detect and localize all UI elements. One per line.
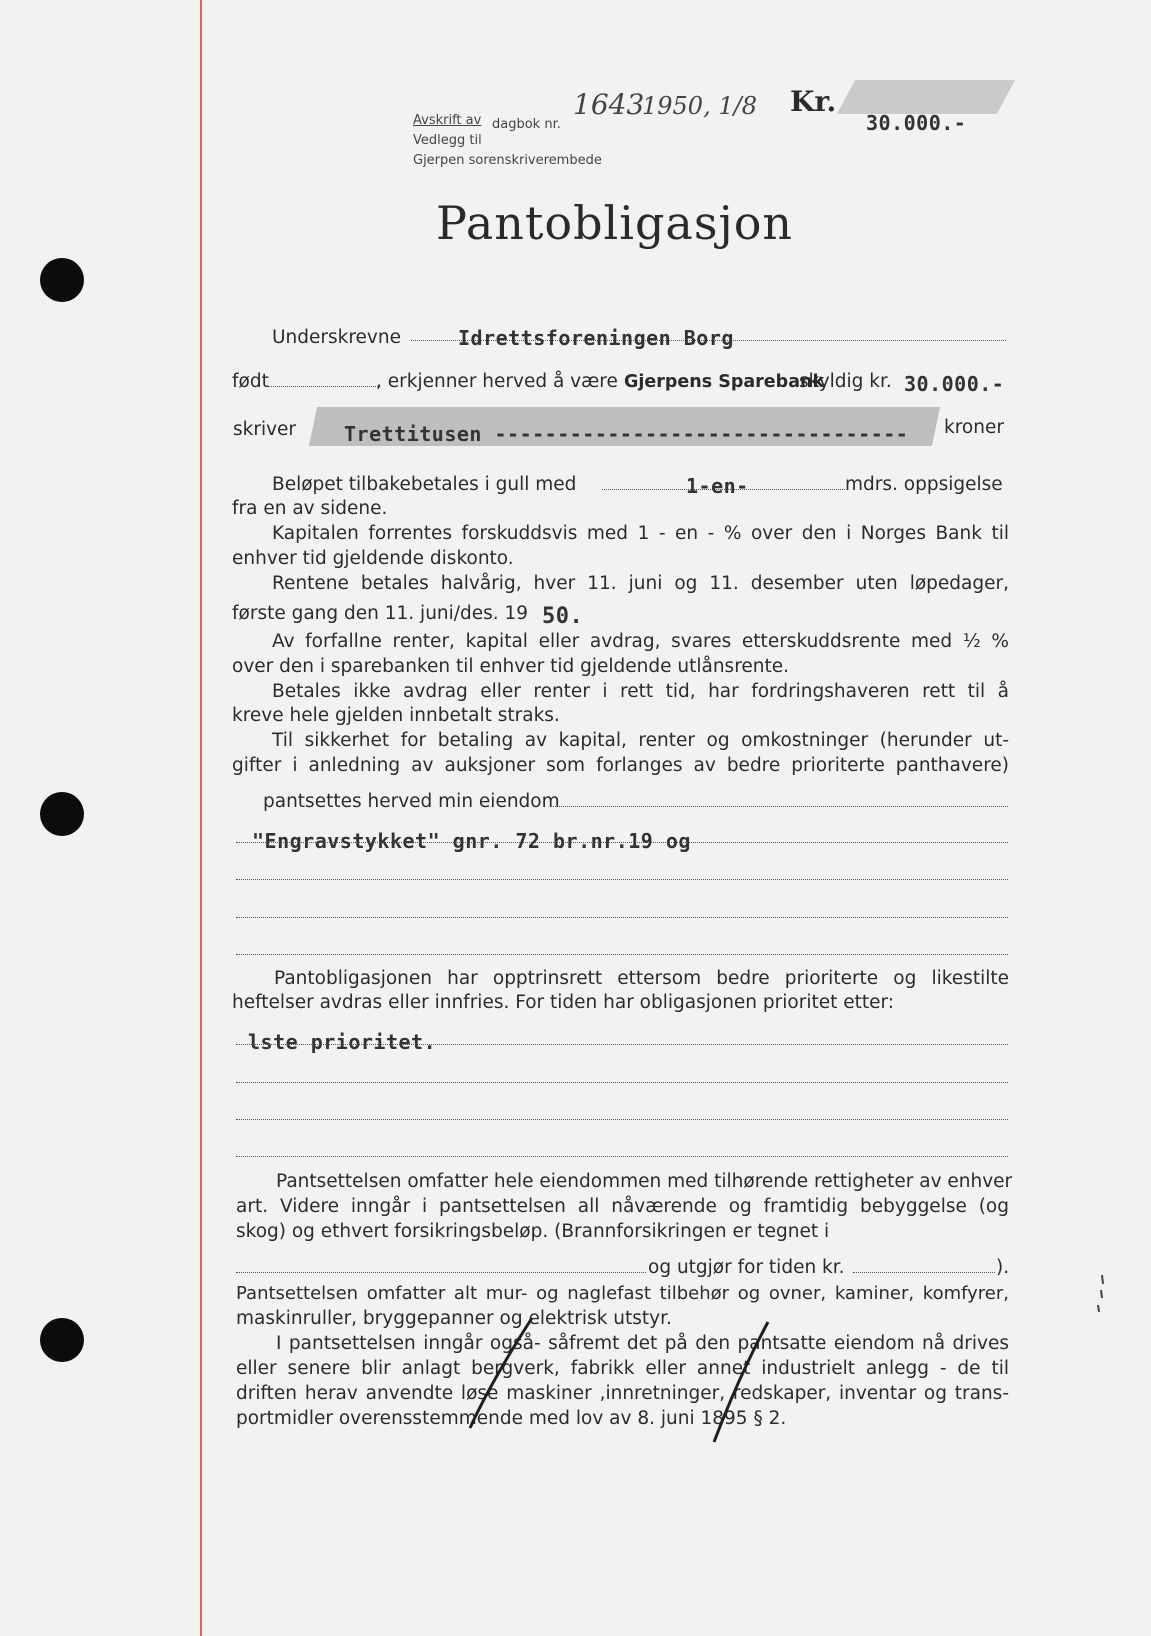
p2-line1: Kapitalen forrentes forskuddsvis med 1 - en - % over den i Norges Bank til [272, 523, 1009, 544]
header-amount: 30.000.- [866, 111, 967, 135]
p6-line2: gifter i anledning av auksjoner som forlanges av bedre prioriterte panthavere) [232, 755, 1009, 776]
p9-line2: maskinruller, bryggepanner og elektrisk utstyr. [236, 1308, 672, 1329]
skriver-label: skriver [233, 419, 297, 440]
p10-line4: portmidler overensstemmende med lov av 8. juni 1895 § 2. [236, 1408, 787, 1429]
p1-line2: fra en av sidene. [232, 498, 388, 519]
undersk-value: Idrettsforeningen Borg [458, 326, 734, 350]
prioritet-value: lste prioritet. [248, 1030, 437, 1054]
p2-line2: enhver tid gjeldende diskonto. [232, 548, 514, 569]
handwritten-date: 1950, 1/8 [642, 92, 757, 120]
skyldig-amount: 30.000.- [904, 372, 1005, 396]
header-avskrift: Avskrift av [413, 113, 482, 128]
undersk-label: Underskrevne [272, 327, 401, 348]
skyldig-text: skyldig kr. [799, 371, 892, 392]
p5-line2: kreve hele gjelden innbetalt straks. [232, 705, 560, 726]
p8-line2: art. Videre inngår i pantsettelsen all nåværende og framtidig bebyggelse (og [236, 1196, 1009, 1217]
p8-line3: skog) og ethvert forsikringsbeløp. (Brannforsikringen er tegnet i [236, 1221, 830, 1242]
p10-line2: eller senere blir anlagt bergverk, fabrikk eller annet industrielt anlegg - de til [236, 1358, 1009, 1379]
p6-line3: pantsettes herved min eiendom [263, 791, 560, 812]
p9-line1: Pantsettelsen omfatter alt mur- og naglefast tilbehør og ovner, kaminer, komfyrer, [236, 1283, 1009, 1304]
header-dagbok: dagbok nr. [492, 117, 561, 132]
p6-line1: Til sikkerhet for betaling av kapital, renter og omkostninger (herunder ut- [272, 730, 1009, 751]
kr-label: Kr. [790, 85, 837, 118]
p10-line1: I pantsettelsen inngår også- såfremt det på den pantsatte eiendom nå drives [276, 1333, 1009, 1354]
p5-line1: Betales ikke avdrag eller renter i rett tid, har fordringshaveren rett til å [272, 681, 1009, 702]
erkjenner-text: , erkjenner herved å være [376, 371, 618, 392]
p3-line1: Rentene betales halvårig, hver 11. juni og 11. desember uten løpedager, [272, 573, 1009, 594]
p7-line2: heftelser avdras eller innfries. For tiden har obligasjonen prioritet etter: [232, 992, 895, 1013]
p8-line1: Pantsettelsen omfatter hele eiendommen med tilhørende rettigheter av enhver [276, 1171, 1013, 1192]
handwritten-number: 1643 [573, 88, 645, 121]
fodt-label: født [232, 371, 269, 392]
p4-line1: Av forfallne renter, kapital eller avdrag, svares etterskuddsrente med ½ % [272, 631, 1009, 652]
p1-value: 1-en- [686, 474, 749, 498]
p3-line2: første gang den 11. juni/des. 19 [232, 603, 529, 624]
p8-close: ). [996, 1257, 1010, 1278]
eiendom-value: "Engravstykket" gnr. 72 br.nr.19 og [252, 829, 691, 853]
bank-name: Gjerpens Sparebank [624, 372, 825, 392]
p10-line3: driften herav anvendte løse maskiner ,innretninger, redskaper, inventar og trans- [236, 1383, 1009, 1404]
p7-line1: Pantobligasjonen har opptrinsrett ettersom bedre prioriterte og likestilte [274, 968, 1009, 989]
p4-line2: over den i sparebanken til enhver tid gjeldende utlånsrente. [232, 656, 790, 677]
header-embede: Gjerpen sorenskriverembede [413, 153, 602, 168]
skriver-value: Trettitusen --------------------------------- [344, 422, 909, 446]
p1-tail: mdrs. oppsigelse [845, 474, 1003, 495]
p1-text: Beløpet tilbakebetales i gull med [272, 474, 577, 495]
header-vedlegg: Vedlegg til [413, 133, 482, 148]
kroner-label: kroner [944, 417, 1004, 438]
page-title: Pantobligasjon [436, 196, 794, 250]
p8-line4: og utgjør for tiden kr. [648, 1257, 845, 1278]
p3-year: 50. [542, 604, 584, 629]
